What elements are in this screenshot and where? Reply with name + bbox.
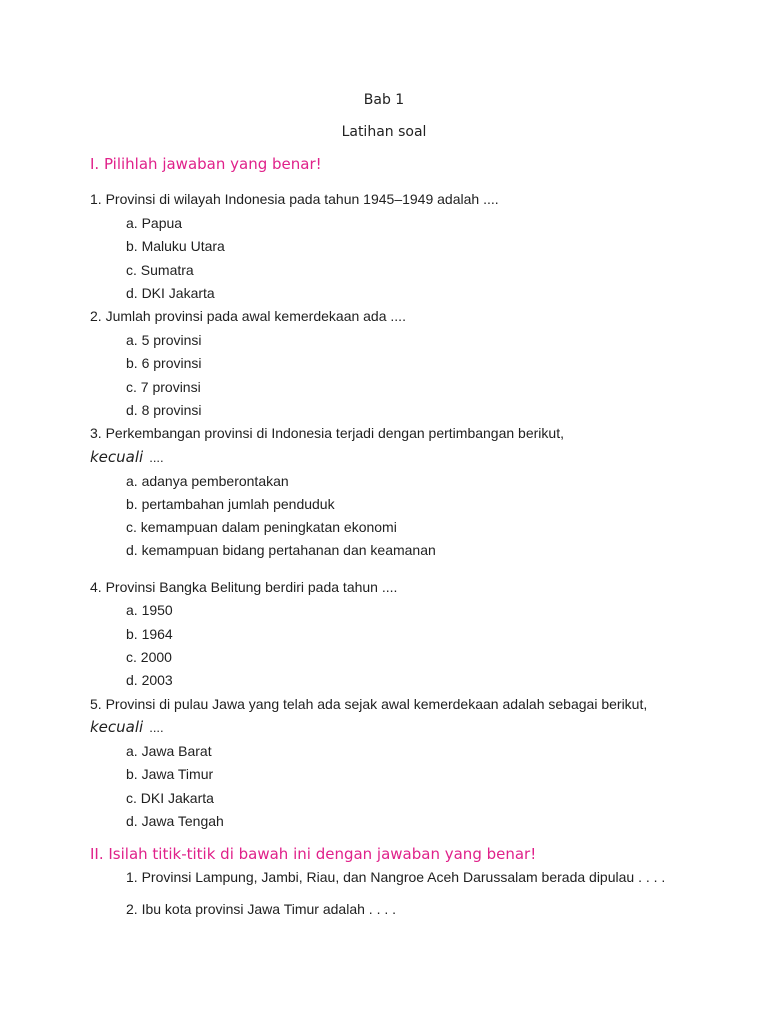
question-5-option-a: a. Jawa Barat [126,743,212,759]
question-5-text: 5. Provinsi di pulau Jawa yang telah ada sejak awal kemerdekaan adalah sebagai berikut, [90,696,648,712]
question-4-option-d: d. 2003 [126,672,173,688]
question-3-keyword: kecuali [90,448,144,466]
question-3-option-d: d. kemampuan bidang pertahanan dan keamanan [126,542,436,558]
fill-in-item-1: 1. Provinsi Lampung, Jambi, Riau, dan Nangroe Aceh Darussalam berada dipulau . . . . [126,869,666,885]
question-2-text: 2. Jumlah provinsi pada awal kemerdekaan ada .... [90,308,406,324]
question-5-exception [90,718,164,736]
question-2-option-a: a. 5 provinsi [126,332,202,348]
question-2-option-b: b. 6 provinsi [126,355,202,371]
question-3-ellipsis: .... [149,450,164,465]
question-2-option-d: d. 8 provinsi [126,402,202,418]
section-1-heading: I. Pilihlah jawaban yang benar! [90,155,322,173]
question-1-option-c: c. Sumatra [126,262,194,278]
question-4-option-a: a. 1950 [126,602,173,618]
question-3-option-c: c. kemampuan dalam peningkatan ekonomi [126,519,397,535]
question-3-text: 3. Perkembangan provinsi di Indonesia terjadi dengan pertimbangan berikut, [90,425,564,441]
question-5-keyword: kecuali [90,718,144,736]
question-3-option-a: a. adanya pemberontakan [126,473,289,489]
question-1-option-b: b. Maluku Utara [126,238,225,254]
question-4-text: 4. Provinsi Bangka Belitung berdiri pada tahun .... [90,579,398,595]
question-5-option-b: b. Jawa Timur [126,766,214,782]
question-1-text: 1. Provinsi di wilayah Indonesia pada tahun 1945–1949 adalah .... [90,191,499,207]
question-4-option-c: c. 2000 [126,649,172,665]
question-5-ellipsis: .... [149,720,164,735]
fill-in-item-2: 2. Ibu kota provinsi Jawa Timur adalah . . . . [126,901,397,917]
section-2-heading: II. Isilah titik-titik di bawah ini dengan jawaban yang benar! [90,845,537,863]
question-1-option-a: a. Papua [126,215,183,231]
question-1-option-d: d. DKI Jakarta [126,285,215,301]
question-4-option-b: b. 1964 [126,626,173,642]
document-subtitle: Latihan soal [341,124,427,140]
chapter-title: Bab 1 [363,92,405,108]
question-5-option-c: c. DKI Jakarta [126,790,214,806]
question-5-option-d: d. Jawa Tengah [126,813,224,829]
question-2-option-c: c. 7 provinsi [126,379,201,395]
question-3-exception [90,448,164,466]
question-3-option-b: b. pertambahan jumlah penduduk [126,496,335,512]
